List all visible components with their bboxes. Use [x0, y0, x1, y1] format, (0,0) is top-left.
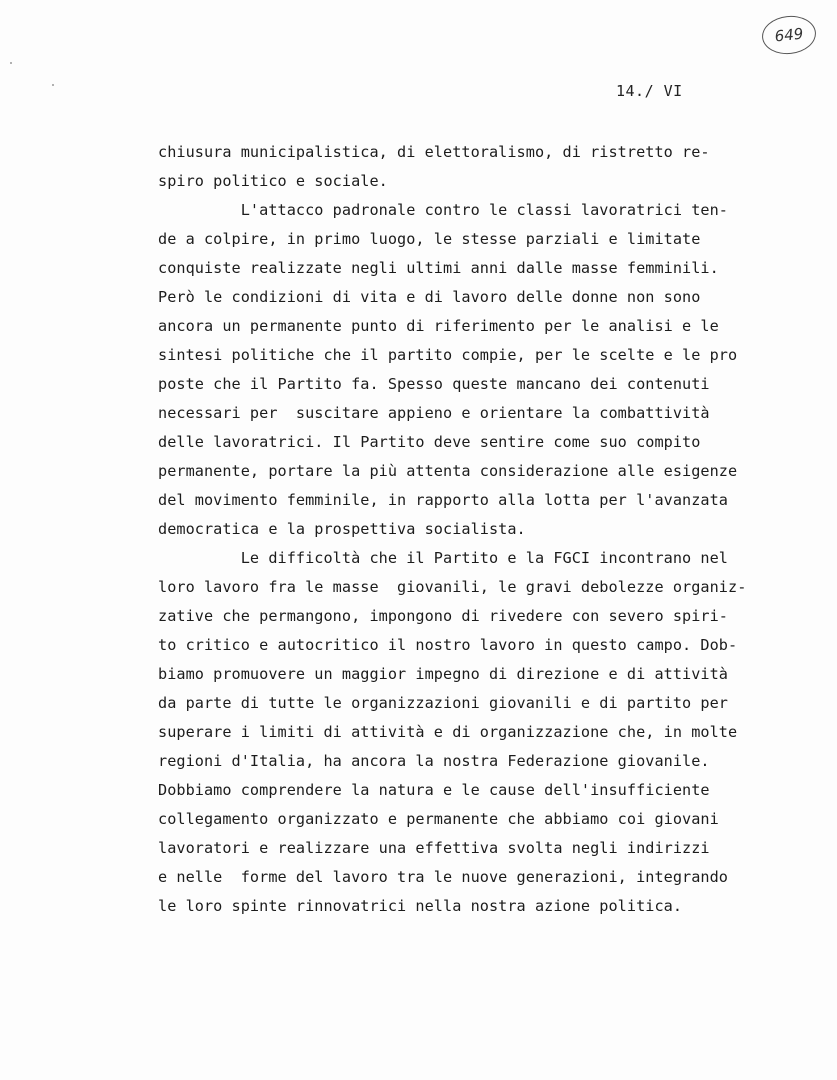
text-line: zative che permangono, impongono di rivedere con severo spiri-	[158, 607, 729, 625]
body-text	[158, 138, 798, 921]
text-line: loro lavoro fra le masse giovanili, le gravi debolezze organiz-	[158, 578, 747, 596]
text-line: permanente, portare la più attenta considerazione alle esigenze	[158, 462, 738, 480]
text-line: del movimento femminile, in rapporto alla lotta per l'avanzata	[158, 491, 729, 509]
text-line: regioni d'Italia, ha ancora la nostra Federazione giovanile.	[158, 752, 710, 770]
text-line: lavoratori e realizzare una effettiva svolta negli indirizzi	[158, 839, 710, 857]
text-line: poste che il Partito fa. Spesso queste mancano dei contenuti	[158, 375, 710, 393]
text-line: Però le condizioni di vita e di lavoro delle donne non sono	[158, 288, 701, 306]
text-line: le loro spinte rinnovatrici nella nostra azione politica.	[158, 897, 683, 915]
text-line: democratica e la prospettiva socialista.	[158, 520, 526, 538]
text-line: Le difficoltà che il Partito e la FGCI incontrano nel	[158, 549, 729, 567]
text-line: conquiste realizzate negli ultimi anni dalle masse femminili.	[158, 259, 719, 277]
text-line: superare i limiti di attività e di organizzazione che, in molte	[158, 723, 738, 741]
text-line: spiro politico e sociale.	[158, 172, 388, 190]
text-line: to critico e autocritico il nostro lavoro in questo campo. Dob-	[158, 636, 738, 654]
text-line: necessari per suscitare appieno e orientare la combattività	[158, 404, 710, 422]
text-line: chiusura municipalistica, di elettoralismo, di ristretto re-	[158, 143, 710, 161]
text-line: L'attacco padronale contro le classi lavoratrici ten-	[158, 201, 729, 219]
text-line: ancora un permanente punto di riferimento per le analisi e le	[158, 317, 719, 335]
text-line: biamo promuovere un maggior impegno di direzione e di attività	[158, 665, 729, 683]
text-line: da parte di tutte le organizzazioni giovanili e di partito per	[158, 694, 729, 712]
text-line: collegamento organizzato e permanente che abbiamo coi giovani	[158, 810, 719, 828]
paper-speck	[10, 62, 12, 64]
text-line: Dobbiamo comprendere la natura e le cause dell'insufficiente	[158, 781, 710, 799]
text-line: delle lavoratrici. Il Partito deve sentire come suo compito	[158, 433, 701, 451]
text-line: e nelle forme del lavoro tra le nuove generazioni, integrando	[158, 868, 729, 886]
text-line: sintesi politiche che il partito compie, per le scelte e le pro	[158, 346, 738, 364]
archive-number-stamp: 649	[760, 13, 818, 56]
paper-speck	[52, 84, 54, 86]
page-number: 14./ VI	[616, 82, 683, 100]
text-line: de a colpire, in primo luogo, le stesse parziali e limitate	[158, 230, 701, 248]
